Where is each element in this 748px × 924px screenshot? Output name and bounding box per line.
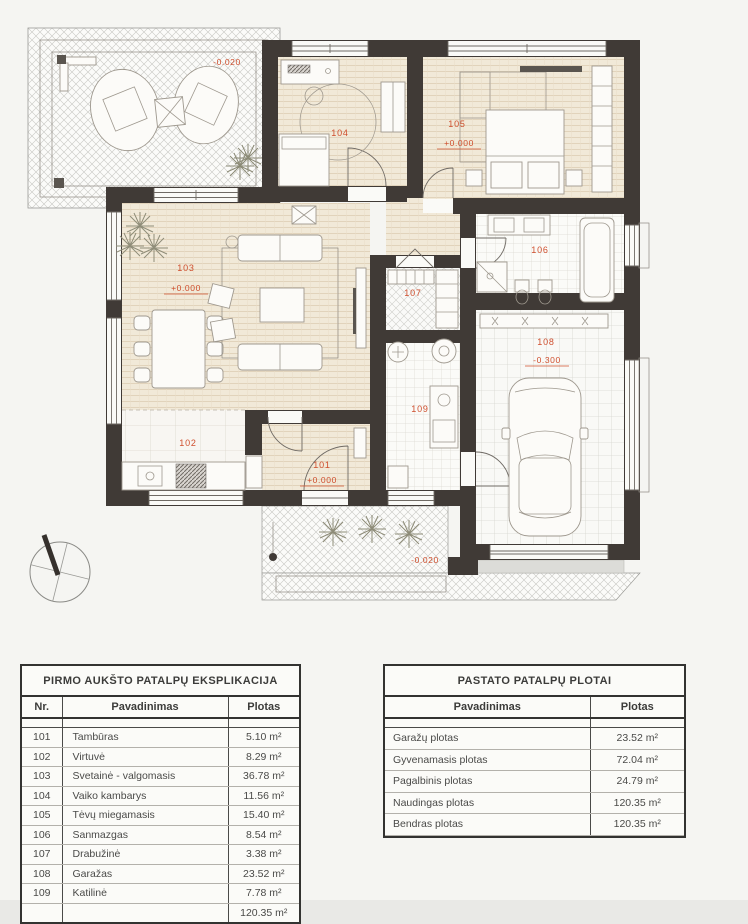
room-101-level: +0.000 — [307, 475, 337, 485]
table-row: 109 Katilinė 7.78 m² — [22, 884, 299, 904]
room-103-level: +0.000 — [171, 283, 201, 293]
total-row — [22, 903, 299, 922]
room-101-label: 101 — [313, 460, 331, 470]
explication-rows — [22, 728, 299, 904]
bathtub — [580, 218, 614, 302]
window-104 — [292, 41, 368, 56]
sofa — [238, 344, 322, 370]
table-row: 105 Tėvų miegamasis 15.40 m² — [22, 806, 299, 826]
armchair — [210, 318, 235, 342]
car-mirror — [580, 428, 588, 439]
dining-table — [134, 310, 223, 388]
table-row: 108 Garažas 23.52 m² — [22, 864, 299, 884]
col-nr: Nr. — [22, 697, 62, 718]
terrace-table — [155, 97, 186, 128]
porch-level-label: -0.020 — [411, 555, 439, 565]
garage-shelf — [480, 314, 608, 328]
north-arrow — [24, 535, 97, 608]
shower — [477, 262, 507, 292]
table-row: Bendras plotas 120.35 m² — [385, 814, 684, 836]
window-106 — [625, 223, 649, 268]
table-row: 106 Sanmazgas 8.54 m² — [22, 825, 299, 845]
room-105-label: 105 — [448, 119, 466, 129]
stove — [176, 464, 206, 488]
room-109-label: 109 — [411, 404, 429, 414]
room-107-label: 107 — [404, 288, 422, 298]
table-row: 107 Drabužinė 3.38 m² — [22, 845, 299, 865]
room-108-level: -0.300 — [533, 355, 561, 365]
explication-title: PIRMO AUKŠTO PATALPŲ EKSPLIKACIJA — [22, 666, 299, 697]
terrace-french-door — [154, 188, 238, 202]
room-105-level: +0.000 — [444, 138, 474, 148]
table-row: Gyvenamasis plotas 72.04 m² — [385, 749, 684, 771]
tv — [353, 288, 356, 334]
terrace-level-label: -0.020 — [213, 57, 241, 67]
room-101-furniture — [354, 428, 366, 458]
car — [502, 378, 588, 536]
areas-title: PASTATO PATALPŲ PLOTAI — [385, 666, 684, 697]
col-pavadinimas: Pavadinimas — [62, 697, 228, 718]
table-row: 104 Vaiko kambarys 11.56 m² — [22, 786, 299, 806]
col-plotas: Plotas — [590, 697, 684, 718]
tv-console — [356, 268, 366, 348]
garage-door — [490, 545, 608, 559]
table-row: 103 Svetainė - valgomasis 36.78 m² — [22, 767, 299, 787]
explication-table — [20, 664, 301, 924]
col-plotas: Plotas — [228, 697, 299, 718]
ceiling-item — [292, 206, 316, 224]
room-103-label: 103 — [177, 263, 195, 273]
table-row: 102 Virtuvė 8.29 m² — [22, 747, 299, 767]
room-102-label: 102 — [179, 438, 197, 448]
fridge — [246, 456, 262, 488]
garage-side-opening — [625, 358, 649, 492]
window-livingroom-1 — [107, 212, 121, 300]
car-mirror — [502, 428, 510, 439]
table-row: Pagalbinis plotas 24.79 m² — [385, 771, 684, 793]
total-area: 120.35 m² — [228, 903, 299, 922]
table-row: Naudingas plotas 120.35 m² — [385, 792, 684, 814]
shoe-cabinet — [354, 428, 366, 458]
window-109 — [388, 491, 434, 505]
col-pavadinimas: Pavadinimas — [385, 697, 590, 718]
window-livingroom-2 — [107, 318, 121, 424]
window-105 — [448, 41, 606, 56]
areas-rows — [385, 728, 684, 836]
sofa — [238, 235, 322, 261]
building-areas-table — [383, 664, 686, 838]
room-108-label: 108 — [537, 337, 555, 347]
coffee-table — [260, 288, 304, 322]
room-106-label: 106 — [531, 245, 549, 255]
table-row: Garažų plotas 23.52 m² — [385, 728, 684, 750]
room-104-label: 104 — [331, 128, 349, 138]
table-row: 101 Tambūras 5.10 m² — [22, 728, 299, 748]
window-kitchen — [149, 491, 243, 505]
